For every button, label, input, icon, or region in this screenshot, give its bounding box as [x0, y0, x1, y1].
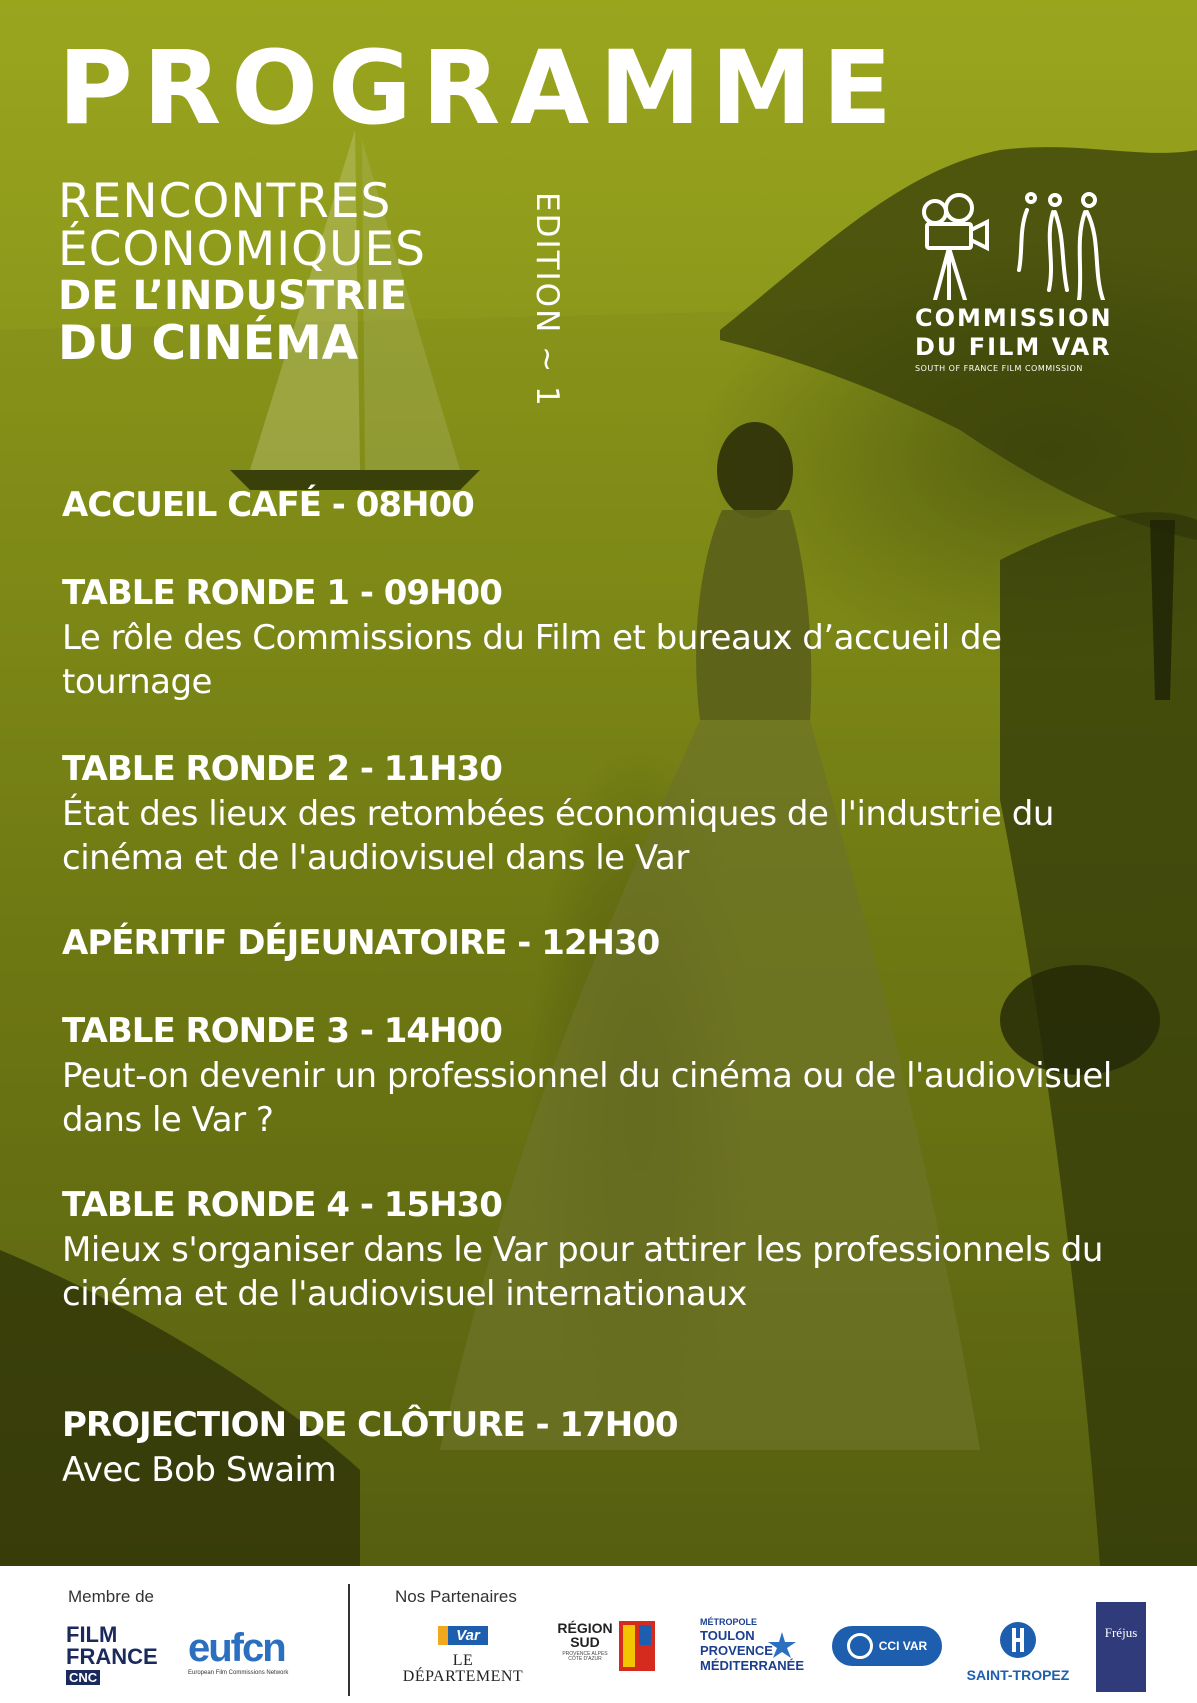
subtitle-line-2: ÉCONOMIQUES — [58, 222, 426, 277]
schedule-description: Mieux s'organiser dans le Var pour attirer les professionnels du cinéma et de l'audiovisuel internationaux — [62, 1230, 1103, 1314]
schedule-heading: APÉRITIF DÉJEUNATOIRE - 12H30 — [62, 923, 660, 963]
metropole-line-4: MÉDITERRANÉE — [700, 1658, 805, 1673]
logo-tagline: SOUTH OF FRANCE FILM COMMISSION — [915, 363, 1083, 373]
region-crest-icon — [619, 1621, 655, 1671]
schedule-description: Le rôle des Commissions du Film et bureaux d’accueil de tournage — [62, 618, 1002, 702]
eufcn-subtext: European Film Commissions Network — [188, 1670, 289, 1676]
schedule-item-aperitif — [62, 923, 1152, 1014]
var-departement-logo[interactable] — [398, 1626, 528, 1685]
eufcn-text: eufcn — [188, 1626, 285, 1670]
schedule-heading: PROJECTION DE CLÔTURE - 17H00 — [62, 1405, 678, 1445]
metropole-line-3: PROVENCE — [700, 1643, 773, 1658]
schedule-description: Avec Bob Swaim — [62, 1450, 337, 1490]
schedule-item-table-ronde-4 — [62, 1185, 1152, 1408]
var-badge: Var — [438, 1626, 488, 1645]
schedule-item-table-ronde-3 — [62, 1011, 1152, 1188]
metropole-line-2: TOULON — [700, 1628, 755, 1643]
metropole-line-1: MÉTROPOLE — [700, 1617, 758, 1627]
film-france-line-1: FILM — [66, 1622, 118, 1647]
subtitle-line-4: DU CINÉMA — [58, 316, 359, 371]
schedule-list — [62, 485, 1152, 1492]
edition-label: EDITION ~ 1 — [529, 192, 565, 408]
schedule-heading: TABLE RONDE 2 - 11H30 — [62, 749, 502, 789]
member-label: Membre de — [68, 1587, 154, 1606]
camera-people-icon — [915, 190, 1115, 300]
schedule-heading: TABLE RONDE 4 - 15H30 — [62, 1185, 502, 1225]
saint-tropez-crest-icon — [998, 1620, 1038, 1660]
schedule-item-table-ronde-1 — [62, 573, 1152, 752]
footer-divider — [348, 1584, 350, 1696]
saint-tropez-text: SAINT-TROPEZ — [966, 1667, 1070, 1683]
cci-text: CCI VAR — [878, 1639, 928, 1653]
partners-label: Nos Partenaires — [395, 1587, 517, 1606]
schedule-description: État des lieux des retombées économiques de l'industrie du cinéma et de l'audiovisuel dans le Var — [62, 794, 1054, 878]
page-title: PROGRAMME — [58, 29, 902, 148]
saint-tropez-logo[interactable] — [963, 1620, 1073, 1682]
frejus-logo[interactable] — [1096, 1602, 1146, 1692]
schedule-item-table-ronde-2 — [62, 749, 1152, 926]
frejus-text: Fréjus — [1104, 1625, 1138, 1640]
schedule-item-projection — [62, 1405, 1152, 1492]
logo-line-2: DU FILM VAR — [915, 332, 1112, 361]
schedule-heading: TABLE RONDE 3 - 14H00 — [62, 1011, 502, 1051]
film-france-line-2: FRANCE — [66, 1644, 158, 1669]
schedule-item-accueil — [62, 485, 1152, 576]
logo-line-1: COMMISSION — [915, 304, 1113, 332]
commission-logo — [915, 190, 1145, 373]
subtitle-line-1: RENCONTRES — [58, 174, 392, 229]
film-france-logo[interactable] — [66, 1624, 158, 1686]
region-line-2: SUD — [570, 1634, 600, 1650]
region-subtext: PROVENCE ALPES CÔTE D'AZUR — [562, 1651, 608, 1662]
subtitle-line-3: DE L’INDUSTRIE — [58, 273, 408, 319]
eufcn-logo[interactable] — [188, 1628, 288, 1676]
footer — [0, 1566, 1197, 1703]
cci-circle-icon — [847, 1633, 873, 1659]
departement-text: LE DÉPARTEMENT — [402, 1652, 524, 1685]
schedule-heading: TABLE RONDE 1 - 09H00 — [62, 573, 502, 613]
schedule-description: Peut-on devenir un professionnel du cinéma ou de l'audiovisuel dans le Var ? — [62, 1056, 1112, 1140]
region-line-1: RÉGION — [557, 1620, 613, 1636]
cnc-badge: CNC — [66, 1670, 100, 1685]
cci-var-logo[interactable] — [832, 1626, 942, 1666]
schedule-heading: ACCUEIL CAFÉ - 08H00 — [62, 485, 474, 525]
metropole-star-icon — [766, 1630, 798, 1660]
